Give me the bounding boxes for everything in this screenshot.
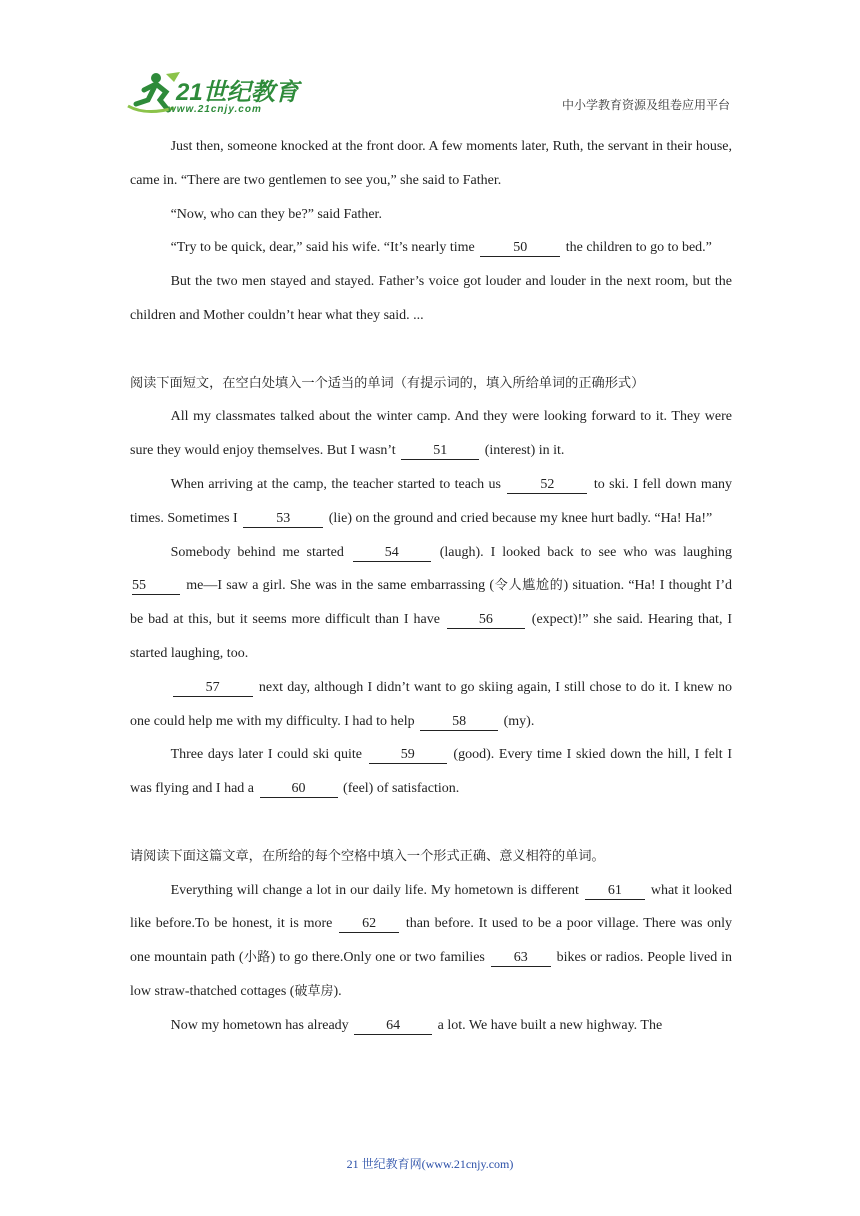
- text: (expect)!” she said. Hearing that, I started laughing, too.: [130, 612, 733, 661]
- blank-51[interactable]: 51: [401, 443, 479, 460]
- text: (interest) in it.: [484, 443, 565, 459]
- text: (my).: [503, 713, 535, 729]
- text: 小路: [243, 950, 271, 966]
- section-instruction: 阅读下面短文，在空白处填入一个适当的单词（有提示词的，填入所给单词的正确形式）: [130, 375, 645, 391]
- paragraph: [130, 874, 732, 1009]
- section-instruction: 请阅读下面这篇文章，在所给的每个空格中填入一个形式正确、意义相符的单词。: [130, 848, 605, 864]
- paragraph: [130, 265, 732, 333]
- logo-text: 21世纪教育: [176, 79, 299, 106]
- paragraph: [130, 671, 732, 739]
- blank-61[interactable]: 61: [585, 883, 645, 900]
- paragraph: [130, 198, 732, 232]
- blank-58[interactable]: 58: [420, 714, 498, 731]
- document-body: [130, 130, 732, 1043]
- text: to ski. I fell down many times. Sometimes I: [130, 476, 733, 526]
- logo-subtext: www.21cnjy.com: [168, 104, 262, 115]
- text: a lot. We have built a new highway. The: [437, 1017, 663, 1033]
- blank-63[interactable]: 63: [491, 950, 551, 967]
- blank-55[interactable]: 55: [132, 578, 180, 595]
- paragraph: [130, 231, 732, 265]
- text: (feel) of satisfaction.: [343, 781, 460, 797]
- blank-54[interactable]: 54: [353, 545, 431, 562]
- paragraph: [130, 130, 732, 198]
- text: the children to go to bed.”: [565, 240, 712, 256]
- blank-59[interactable]: 59: [369, 747, 447, 764]
- paragraph: [130, 400, 732, 468]
- text: Just then, someone knocked at the front door. A few moments later, Ruth, the servant in their house, came in. “There are two gentlemen to see you,” she said to Father.: [130, 139, 732, 188]
- blank-60[interactable]: 60: [260, 781, 338, 798]
- text: 令人尴尬的: [494, 578, 564, 594]
- text: Everything will change a lot in our daily life. My hometown is different: [170, 882, 579, 898]
- text: ) to go there.Only one or two families: [270, 950, 485, 966]
- blank-50[interactable]: 50: [480, 240, 560, 257]
- text: (laugh). I looked back to see who was laughing: [439, 544, 733, 560]
- text: than before. It used to be a poor village. There was only one mountain path (: [130, 916, 733, 966]
- text: bikes or radios. People lived in low straw-thatched cottages (: [130, 950, 732, 999]
- text: ) situation. “Ha! I thought I’d be bad at this, but it seems more difficult than I have: [130, 578, 732, 628]
- paragraph: [130, 1009, 732, 1043]
- paragraph: [130, 536, 732, 671]
- text: what it looked like before.To be honest, it is more: [130, 882, 733, 932]
- page-header: [0, 0, 860, 130]
- blank-53[interactable]: 53: [243, 511, 323, 528]
- text: ).: [333, 983, 342, 999]
- platform-title: 中小学教育资源及组卷应用平台: [561, 98, 730, 112]
- text: (good). Every time I skied down the hill, I felt I was flying and I had a: [130, 747, 733, 797]
- blank-57[interactable]: 57: [173, 680, 253, 697]
- text: But the two men stayed and stayed. Father’s voice got louder and louder in the next room, but the children and Mother couldn’t hear what they said. ...: [130, 274, 732, 323]
- text: Somebody behind me started: [170, 544, 344, 560]
- text: 破草房: [294, 983, 334, 999]
- blank-52[interactable]: 52: [507, 477, 587, 494]
- text: “Try to be quick, dear,” said his wife. “It’s nearly time: [170, 240, 475, 256]
- text: When arriving at the camp, the teacher started to teach us: [170, 476, 501, 492]
- text: “Now, who can they be?” said Father.: [170, 206, 382, 222]
- page-footer[interactable]: 21 世纪教育网(www.21cnjy.com): [346, 1157, 514, 1171]
- text: next day, although I didn’t want to go skiing again, I still chose to do it. I knew no one could help me with my difficulty. I had to help: [130, 679, 733, 729]
- text: (lie) on the ground and cried because my knee hurt badly. “Ha! Ha!”: [328, 510, 713, 526]
- text: me—I saw a girl. She was in the same embarrassing (: [186, 578, 495, 594]
- text: All my classmates talked about the winter camp. And they were looking forward to it. They were sure they would enjoy themselves. But I wasn’t: [130, 409, 732, 459]
- text: Now my hometown has already: [170, 1017, 349, 1033]
- blank-62[interactable]: 62: [339, 916, 399, 933]
- paragraph: [130, 738, 732, 806]
- paragraph: [130, 468, 732, 536]
- text: Three days later I could ski quite: [170, 747, 362, 763]
- blank-64[interactable]: 64: [354, 1018, 432, 1035]
- blank-56[interactable]: 56: [447, 612, 525, 629]
